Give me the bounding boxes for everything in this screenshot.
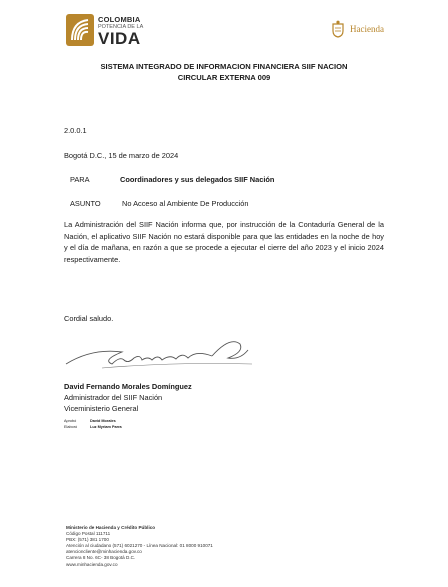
footer-postal: Código Postal 111711 xyxy=(66,531,111,537)
para-value: Coordinadores y sus delegados SIIF Nación xyxy=(120,175,275,184)
footer-email: atencioncliente@minhacienda.gov.co xyxy=(66,549,142,555)
coat-of-arms-icon xyxy=(330,20,346,38)
signer-name: David Fernando Morales Domínguez xyxy=(64,382,192,391)
footer-ministry: Ministerio de Hacienda y Crédito Público xyxy=(66,525,156,530)
logo-line1: COLOMBIA xyxy=(98,15,141,24)
document-subtitle: CIRCULAR EXTERNA 009 xyxy=(177,73,271,82)
hacienda-wordmark: Hacienda xyxy=(350,24,384,34)
aprobo-label: Aprobó xyxy=(64,419,77,423)
logo-line2: POTENCIA DE LA xyxy=(98,24,144,30)
body-paragraph: La Administración del SIIF Nación informa que, por instrucción de la Contaduría General de la Nación, el aplicativo SIIF Nación no estará disponible para que las entidades en la noche de hoy y el día de mañana, en razón a que se procede a ejecutar el cierre del año 2023 y el inicio 2024 respectivamente. xyxy=(64,220,384,264)
hacienda-logo xyxy=(330,20,400,40)
asunto-label: ASUNTO xyxy=(70,199,101,208)
signer-role-2: Viceministerio General xyxy=(64,404,139,413)
colombia-potencia-vida-logo xyxy=(66,14,166,48)
footer-contact xyxy=(66,525,213,568)
asunto-value: No Acceso al Ambiente De Producción xyxy=(122,199,249,208)
para-label: PARA xyxy=(70,175,90,184)
footer-pbx: PBX: (571) 381 1700 xyxy=(66,537,109,543)
aprobo-value: David Morales xyxy=(90,419,116,423)
logo-line3: VIDA xyxy=(98,29,141,48)
signer-role-1: Administrador del SIIF Nación xyxy=(64,393,163,402)
footer-attention: Atención al ciudadano (571) 6021270 - Línea Nacional: 01 8000 910071 xyxy=(66,543,213,549)
document-title: SISTEMA INTEGRADO DE INFORMACION FINANCIERA SIIF NACION xyxy=(100,62,348,71)
closing: Cordial saludo. xyxy=(64,314,114,323)
footer-address: Carrera 8 No. 6C- 38 Bogotá D.C. xyxy=(66,555,136,561)
logo-mark-icon xyxy=(66,14,94,46)
footer-website: www.minhacienda.gov.co xyxy=(66,561,118,567)
elaboro-label: Elaboró xyxy=(64,425,78,429)
elaboro-value: Luz Myriam Parra xyxy=(90,425,122,429)
place-date: Bogotá D.C., 15 de marzo de 2024 xyxy=(64,151,179,160)
handwritten-signature xyxy=(62,330,262,378)
reference-code: 2.0.0.1 xyxy=(64,126,87,135)
